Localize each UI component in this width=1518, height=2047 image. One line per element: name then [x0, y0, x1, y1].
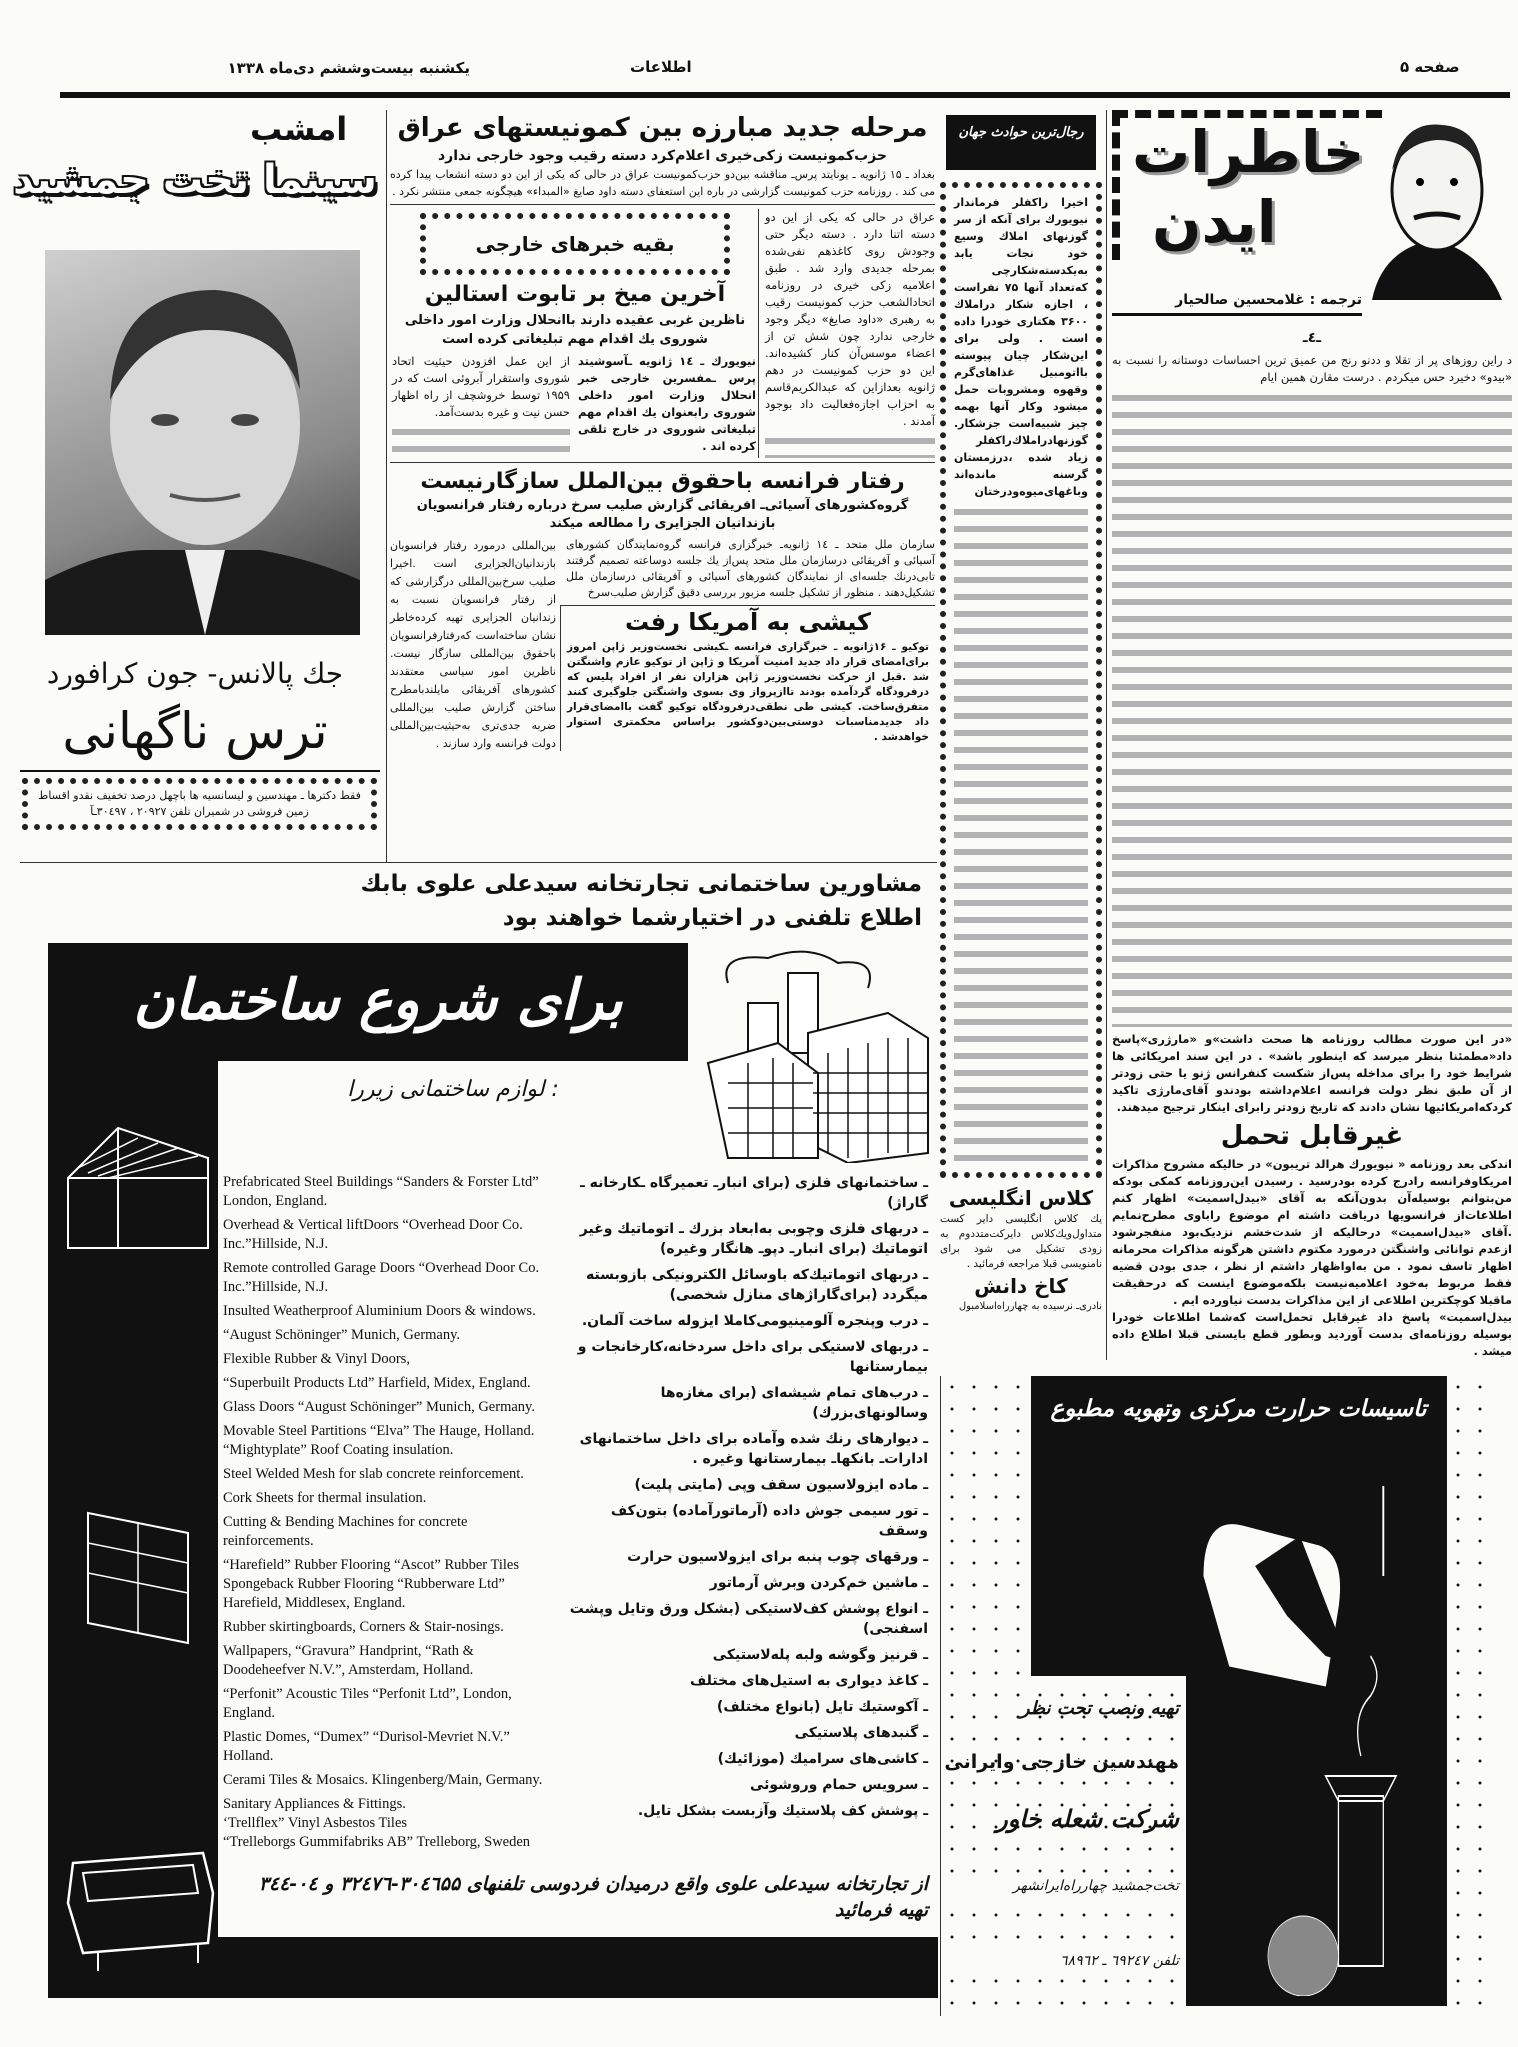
- eden-title-2: ایدن: [1152, 188, 1277, 256]
- product-item: ـ درب وپنجره آلومینیومی‌کاملا ایزوله ساخت آلمان.: [581, 1313, 928, 1329]
- product-item: ـ ساختمانهای فلزی (برای انبارـ تعمیرگاه ـکارخانه ـ گاراژ): [579, 1175, 928, 1211]
- eden-paragraph: بیدل‌اسمیت» پاسخ داد غیرقابل تحمل‌است که‌شما اطلاعات خودرا بوسیله روزنامه‌ای بدست آوردید وبطور قطع بایستی قبلا اطلاع داده میشد .: [1112, 1310, 1512, 1358]
- consultants-line: اطلاع تلفنی در اختیارشما خواهند بود: [502, 905, 922, 931]
- building-supplies-ad: [48, 943, 938, 1998]
- divider: [20, 770, 380, 772]
- product-item: ـ دربهای لاستیکی برای داخل سردخانه،کارخانجات و بیمارستانها: [577, 1339, 928, 1375]
- persian-product-list: [568, 1173, 928, 1857]
- eden-paragraph: «در این صورت مطالب روزنامه ها صحت داشت»و «مارژری»پاسخ داد«مطمئنا بنظر میرسد که اینطور باشد» . در این سند امریکائی ها شرایط خود را برای مداخله پس‌از شکست کنفرانس ژنو یا حتی زودتر از آن طبق نظر دولت فرانسه اعلام‌داشته بودندو آقای‌مارژی تاکید کردکه‌امریکائیها نشان دادند که تاریخ زودتر رابرای اینکار ترجیح میدهند.: [1112, 1032, 1512, 1114]
- actor-portrait-icon: [45, 250, 360, 635]
- product-item: Plastic Domes, “Dumex” “Durisol-Mevriet N.V.” Holland.: [223, 1729, 510, 1764]
- product-item: ـ درب‌های تمام شیشه‌ای (برای مغازه‌ها وسالونهای‌بزرك): [660, 1385, 928, 1421]
- english-product-list: [223, 1173, 553, 1857]
- heating-ad-line: تهیه ونصب تحت نظر: [1020, 1698, 1179, 1719]
- company-phone: تلفن ٦۹۲٤۷ ـ ٦۸۹٦۲: [941, 1951, 1179, 1971]
- product-item: ـ کاشی‌های سرامیك (موزائیك): [717, 1751, 928, 1767]
- eden-title-area: [1112, 110, 1512, 352]
- france-headline: رفتار فرانسه باحقوق بین‌الملل سازگارنیست: [420, 469, 905, 494]
- product-item: ـ دربهای فلزی وچوبی به‌ابعاد بزرك ـ اتوماتیك وغیر اتوماتیك (برای انبارـ دپوـ هانگار وغیره): [579, 1221, 928, 1257]
- product-item: ـ سرویس حمام وروشوئی: [749, 1777, 928, 1793]
- english-class-ad: [940, 1184, 1102, 1313]
- eden-intro: د راین روزهای پر از تقلا و ددنو رنج من عمیق ترین احساسات دوستانه را نسبت به «بیدو» دخیرد حس میکردم . درست مقارن همین ایام: [1112, 353, 1512, 384]
- school-address: نادری‌ـ نرسیده به چهارراه‌اسلامبول: [958, 1301, 1102, 1312]
- product-item: “Perfonit” Acoustic Tiles “Perfonit Ltd”, London, England.: [223, 1686, 512, 1721]
- product-item: “August Schöninger” Munich, Germany.: [223, 1327, 461, 1343]
- stalin-subhead: ناظرین غربی عقیده دارند باانحلال وزارت امور داخلی شوروی یك اقدام مهم تبلیغاتی کرده است: [404, 313, 746, 347]
- product-item: ـ کاغذ دیواری به استیل‌های مختلف: [689, 1673, 928, 1689]
- product-item: ـ تور سیمی جوش داده (آرماتورآماده) بتون‌کف وسقف: [610, 1503, 928, 1539]
- product-item: Movable Steel Partitions “Elva” The Hauge, Holland. “Mightyplate” Roof Coating insulation.: [223, 1423, 535, 1458]
- actor-photo: [45, 250, 360, 635]
- stalin-text: از این عمل افزودن حیثیت اتحاد شوروی واستقرار آبروئی است که در ۱۹۵۹ توسط خروشچف از راه اظهار حسن نیت و غیره بدست‌آمد.: [392, 354, 570, 419]
- newspaper-name: اطلاعات: [630, 58, 692, 76]
- product-item: ـ پوشش کف پلاستیك وآزبست بشکل تایل.: [637, 1803, 928, 1819]
- ad-title: برای شروع ساختمان: [133, 968, 623, 1033]
- body-text-lines: [765, 433, 935, 458]
- school-name: کاخ دانش: [974, 1274, 1068, 1298]
- product-item: ـ ماشین خم‌کردن وبرش آرماتور: [709, 1575, 928, 1591]
- product-item: ـ دربهای اتوماتیك‌که باوسائل الکترونیکی بازوبسته میگردد (برای‌گاراژهای منازل شخصی): [586, 1267, 928, 1303]
- ad-footer: از تجارتخانه سیدعلی علوی واقع درمیدان فردوسی تلفنهای ۳۰٤٦۵۵-۳۲٤۷٦ و ۰٤-۳٤٤ تهیه فرمائید: [258, 1873, 928, 1921]
- product-item: Cork Sheets for thermal insulation.: [223, 1490, 427, 1506]
- header-rule: [60, 92, 1510, 98]
- top-row: [0, 110, 937, 862]
- house-frame-icon: [58, 1118, 218, 1258]
- stalin-text: نیویورك ـ ١٤ ژانویه ـآسوشیتد پرس ـمفسرین خارجی خبر انحلال وزارت امور داخلی شوروی رابعنوان یك اقدام مهم تبلیغاتی شوروی در خارج تلقی کرده اند .: [578, 354, 756, 453]
- world-news-brief: [940, 110, 1102, 1178]
- product-item: Steel Welded Mesh for slab concrete reinforcement.: [223, 1466, 524, 1482]
- foreign-news-box: [420, 213, 730, 275]
- product-item: ـ انواع پوشش کف‌لاستیکی (بشکل ورق وتایل وپشت اسفنجی): [569, 1601, 928, 1637]
- ad-subtitle: لوازم ساختمانی زیررا :: [347, 1077, 559, 1102]
- english-class-title: کلاس انگلیسی: [948, 1186, 1094, 1210]
- product-item: “Trelleborgs Gummifabriks AB” Trelleborg, Sweden: [223, 1834, 531, 1850]
- france-text: بین‌المللی درمورد رفتار فرانسویان بازندانیان‌الجزایری است .اخیرا صلیب سرخ‌بین‌المللی درگزارشی که از رفتار فرانسویان نسبت به زندانیان الجزایری تهیه کرده‌خاطر نشان ساخته‌است که‌رفتارفرانسویان باحقوق بین‌المللی سازگار نیست. ناظرین امور سیاسی معتقدند کشورهای آفریقائی مایلندبامطرح ساختن گزارش صلیب بین‌المللی ضربه جدی‌تری به‌حیثیت‌بین‌المللی دولت فرانسه وارد سازند .: [390, 539, 556, 750]
- left-section: [0, 110, 937, 1998]
- product-item: Glass Doors “August Schöninger” Munich, Germany.: [223, 1399, 535, 1415]
- kishi-text: توکیو ـ ۱۶ژانویه ـ خبرگزاری فرانسه ـکیشی نخست‌وزیر ژاپن امروز برای‌امضای قرار داد جدید امنیت آمریکا و ژاپن از توکیو عازم واشنگتن شد .قبل از حرکت نخست‌وزیر ژاپن هزاران نفر از افراد پلیس که درفرودگاه گردآمده بودند تاازپرواز وی بسوی واشنگتن جلوگیری کنند متفرق‌ساخت. کیشی طی نطقی‌درفرودگاه توکیو گفت باامضای‌قرار داد جدیدمناسبات دوستی‌بین‌دوکشور براساس محکمتری استوار خواهدشد .: [567, 641, 929, 743]
- stalin-row: [390, 209, 935, 458]
- product-item: “Superbuilt Products Ltd” Harfield, Midex, England.: [223, 1375, 531, 1391]
- film-actors: جك پالانس- جون کرافورد: [46, 657, 344, 690]
- product-item: Insulted Weatherproof Aluminium Doors & windows.: [223, 1303, 536, 1319]
- buildings-illustration-icon: [688, 943, 938, 1163]
- tonight-label: امشب: [250, 110, 348, 148]
- product-item: ـ گنبدهای پلاستیکی: [794, 1725, 928, 1741]
- consultants-notice: [20, 862, 937, 943]
- brief-title: رجال‌ترین حوادث جهان: [946, 115, 1096, 170]
- product-item: ـ دیوارهای رنك شده وآماده برای داخل ساختمانهای ادارات‌ـ بانکهاـ بیمارستانها وغیره .: [579, 1431, 928, 1467]
- product-item: Remote controlled Garage Doors “Overhead Door Co. Inc.”Hillside, N.J.: [223, 1260, 540, 1295]
- kishi-headline: کیشی به آمریکا رفت: [624, 608, 872, 636]
- product-item: ـ ماده ایزولاسیون سقف وپی (مایتی پلیت): [634, 1477, 928, 1493]
- door-panels-icon: [58, 1503, 218, 1653]
- page-number: صفحه ۵: [1400, 58, 1460, 76]
- body-text-lines: [954, 504, 1088, 1166]
- product-item: Rubber skirtingboards, Corners & Stair-nosings.: [223, 1619, 504, 1635]
- main-lead: بغداد ـ ۱۵ ژانویه ـ یونایتد پرس‌ـ مناقشه بین‌دو حزب‌کمونیست عراق در حالی که یکی از این دو دسته انشعاب پیدا کرده می کند . روزنامه حزب کمونیست گزارشی در باره این استعفای دسته داود صایغ «المبداء» هیچگونه جمعی منتشر نکرد .: [390, 168, 935, 198]
- installment-number: ـ٤ـ: [1302, 330, 1322, 346]
- ornamental-border: [940, 182, 1102, 1178]
- kishi-story: [560, 605, 935, 751]
- product-item: Cutting & Bending Machines for concrete reinforcements.: [223, 1514, 468, 1549]
- product-item: Cerami Tiles & Mosaics. Klingenberg/Main, Germany.: [223, 1772, 543, 1788]
- cinema-name: سینما تخت جمشید: [13, 157, 377, 203]
- eden-subhead: غیرقابل تحمل: [1220, 1121, 1404, 1151]
- main-subhead: حزب‌کمونیست زکی‌خیری اعلام‌کرد دسته رقیب وجود خارجی ندارد: [437, 148, 888, 164]
- product-item: ـ ورقهای چوب پنبه برای ایزولاسیون حرارت: [627, 1549, 928, 1565]
- company-name: شرکت شعله خاور: [996, 1805, 1179, 1833]
- product-item: “Harefield” Rubber Flooring “Ascot” Rubber Tiles Spongeback Rubber Flooring “Rubberware Ltd” Harefield, Middlesex, England.: [223, 1557, 519, 1611]
- product-item: ـ قرنیز وگوشه ولبه پله‌لاستیکی: [712, 1647, 928, 1663]
- middle-news: [390, 110, 935, 761]
- product-item: Overhead & Vertical liftDoors “Overhead Door Co. Inc.”Hillside, N.J.: [223, 1217, 523, 1252]
- issue-date: یکشنبه بیست‌وششم دی‌ماه ۱۳۳۸: [227, 59, 470, 77]
- product-item: Wallpapers, “Gravura” Handprint, “Rath & Doodeheefver N.V.”, Amsterdam, Holland.: [223, 1643, 474, 1678]
- body-text-lines: [392, 424, 570, 458]
- man-relaxing-by-heater-icon: [1191, 1456, 1441, 1996]
- stalin-headline: آخرین میخ بر تابوت استالین: [424, 282, 726, 307]
- product-item: Sanitary Appliances & Fittings.: [223, 1796, 406, 1812]
- land-sale-ad: فقط دکترها ـ مهندسین و لیسانسیه ها باچهل درصد تخفیف نقدو اقساط زمین فروشی در شمیران تلفن ۲۰۹۲۷ ، ۳۰٤۹۷ـآ: [22, 778, 377, 830]
- company-address: تخت‌جمشید چهارراه‌ایرانشهر: [941, 1876, 1179, 1896]
- france-subhead: گروه‌کشورهای آسیائی‌ـ افریقائی گزارش صلیب سرخ درباره رفتار فرانسویان بازندانیان الجزایری را مطالعه میکند: [416, 498, 909, 531]
- ad-panel: [218, 1061, 938, 1937]
- translator-credit: ترجمه : غلامحسین صالحیار: [1112, 290, 1362, 316]
- consultants-line: مشاورین ساختمانی تجارتخانه سیدعلی علوی بابك: [360, 871, 922, 897]
- product-item: Flexible Rubber & Vinyl Doors,: [223, 1351, 410, 1367]
- product-item: Prefabricated Steel Buildings “Sanders & Forster Ltd” London, England.: [223, 1174, 539, 1209]
- heating-ad: [940, 1376, 1500, 2016]
- brief-text: اخیرا راکفلر فرماندار نیویورك برای آنکه از سر گوزنهای املاك وسیع خود نجات یابد به‌یکدسته‌شکارچی که‌تعداد آنها ۷۵ نفراست ، اجازه شکار دراملاك ۳۶۰۰ هکتاری خودرا داده است . ولی برای این‌شکار چیان پیوسته بااتومبیل غذاهای‌گرم وقهوه ومشروبات حمل میشود وکار آنها بهمه چیز شبیه‌است جزشکار. گوزنهادراملاك‌راکفلر زیاد شده ،درزمستان گرسنه مانده‌اند وباغهای‌میوه‌ودرختان: [954, 196, 1088, 498]
- english-class-text: یك کلاس انگلیسی دایر کست متداول‌ویك‌کلاس دایرکت‌متددوم به زودی تشکیل می شود برای نامنویسی قبلا مراجعه فرمائید .: [940, 1213, 1102, 1270]
- heating-ad-title: تاسیسات حرارت مرکزی وتهویه مطبوع: [1050, 1396, 1427, 1422]
- iraq-column-text: عراق در حالی که یکی از این دو دسته اتنا دارد . دسته دیگر حتی وجودش روی کاغذهم نفی‌شده بمرحله جدیدی وارد شد . طبق اعلامیه زکی خیری در روزنامه اتحادالشعب حزب کمونیست رقیب به رهبری «داود صایغ» دیگر وجود خارجی ندارد چون شش تن از اعضاء موسس‌آن کنار کشیده‌اند. این دو حزب کمونیست در دهم ژانویه بعدازاین که عبدالکریم‌قاسم به احزاب اجازه‌فعالیت داد بوجود آمدند .: [765, 210, 935, 428]
- film-title: ترس ناگهانی: [62, 702, 328, 760]
- eden-paragraph: اندکی بعد روزنامه « نیویورك هرالد تریبون» در حالیکه مشروح مذاکرات امریکاوفرانسه رادرج کرده بودرسید . رسیدن این‌روزنامه کمکی بودکه من‌بتوانم بوسیله‌آن بدون‌آنکه به آقای «بیدل‌اسمیت» اظهار کنم اطلاعات‌از فرانسویها دریافت داشته ام موضوع راباوی مطرح‌نمایم .آقای «بیدل‌اسمیت» درحالیکه از شدت‌خشم نزدیک‌بود منفجرشود ازعدم توانائی واشنگتن درمورد مکتوم داشتن هرگونه مذاکرات محرمانه اظهار تاسف نمود . من به‌اواظهار داشتم از نظر ، جدی بودن قضیه فقط مربوط به‌خود اعلامیه‌نیست بلکه‌موضوع اینست که درحقیقت ماقبلا کوچکترین اطلاعی از این مذاکرات بدست نیاورده ایم .: [1112, 1157, 1512, 1307]
- eden-memoirs-column: [1112, 110, 1512, 1360]
- main-headline: مرحله جدید مبارزه بین کمونیستهای عراق: [397, 113, 928, 143]
- eden-title: خاطرات: [1132, 118, 1365, 186]
- product-item: ‘Trellflex” Vinyl Asbestos Tiles: [223, 1815, 408, 1831]
- box-title: بقیه خبرهای خارجی: [475, 232, 675, 256]
- body-text-lines: [1112, 390, 1512, 1027]
- france-text: سازمان ملل متحد ـ ١٤ ژانویه‌ـ خبرگزاری فرانسه گروه‌نمایندگان کشورهای آسیائی و آفریقائی درسازمان ملل متحد پس‌از یك جلسه دوساعته تصمیم گرفتند تابی‌درنك جلسه‌ای از نمایندگان کشورهای آسیائی و آفریقائی درسازمان ملل تشکیل‌دهند . منظور از تشکیل جلسه مزبور بررسی دقیق گزارش صلیب‌سرخ: [566, 538, 935, 599]
- product-item: ـ آکوستیك تایل (بانواع مختلف): [716, 1699, 928, 1715]
- heating-ad-line: مهندسین خارجی وایرانی: [944, 1751, 1179, 1773]
- eden-portrait-icon: [1352, 110, 1512, 300]
- bathtub-icon: [58, 1833, 223, 1973]
